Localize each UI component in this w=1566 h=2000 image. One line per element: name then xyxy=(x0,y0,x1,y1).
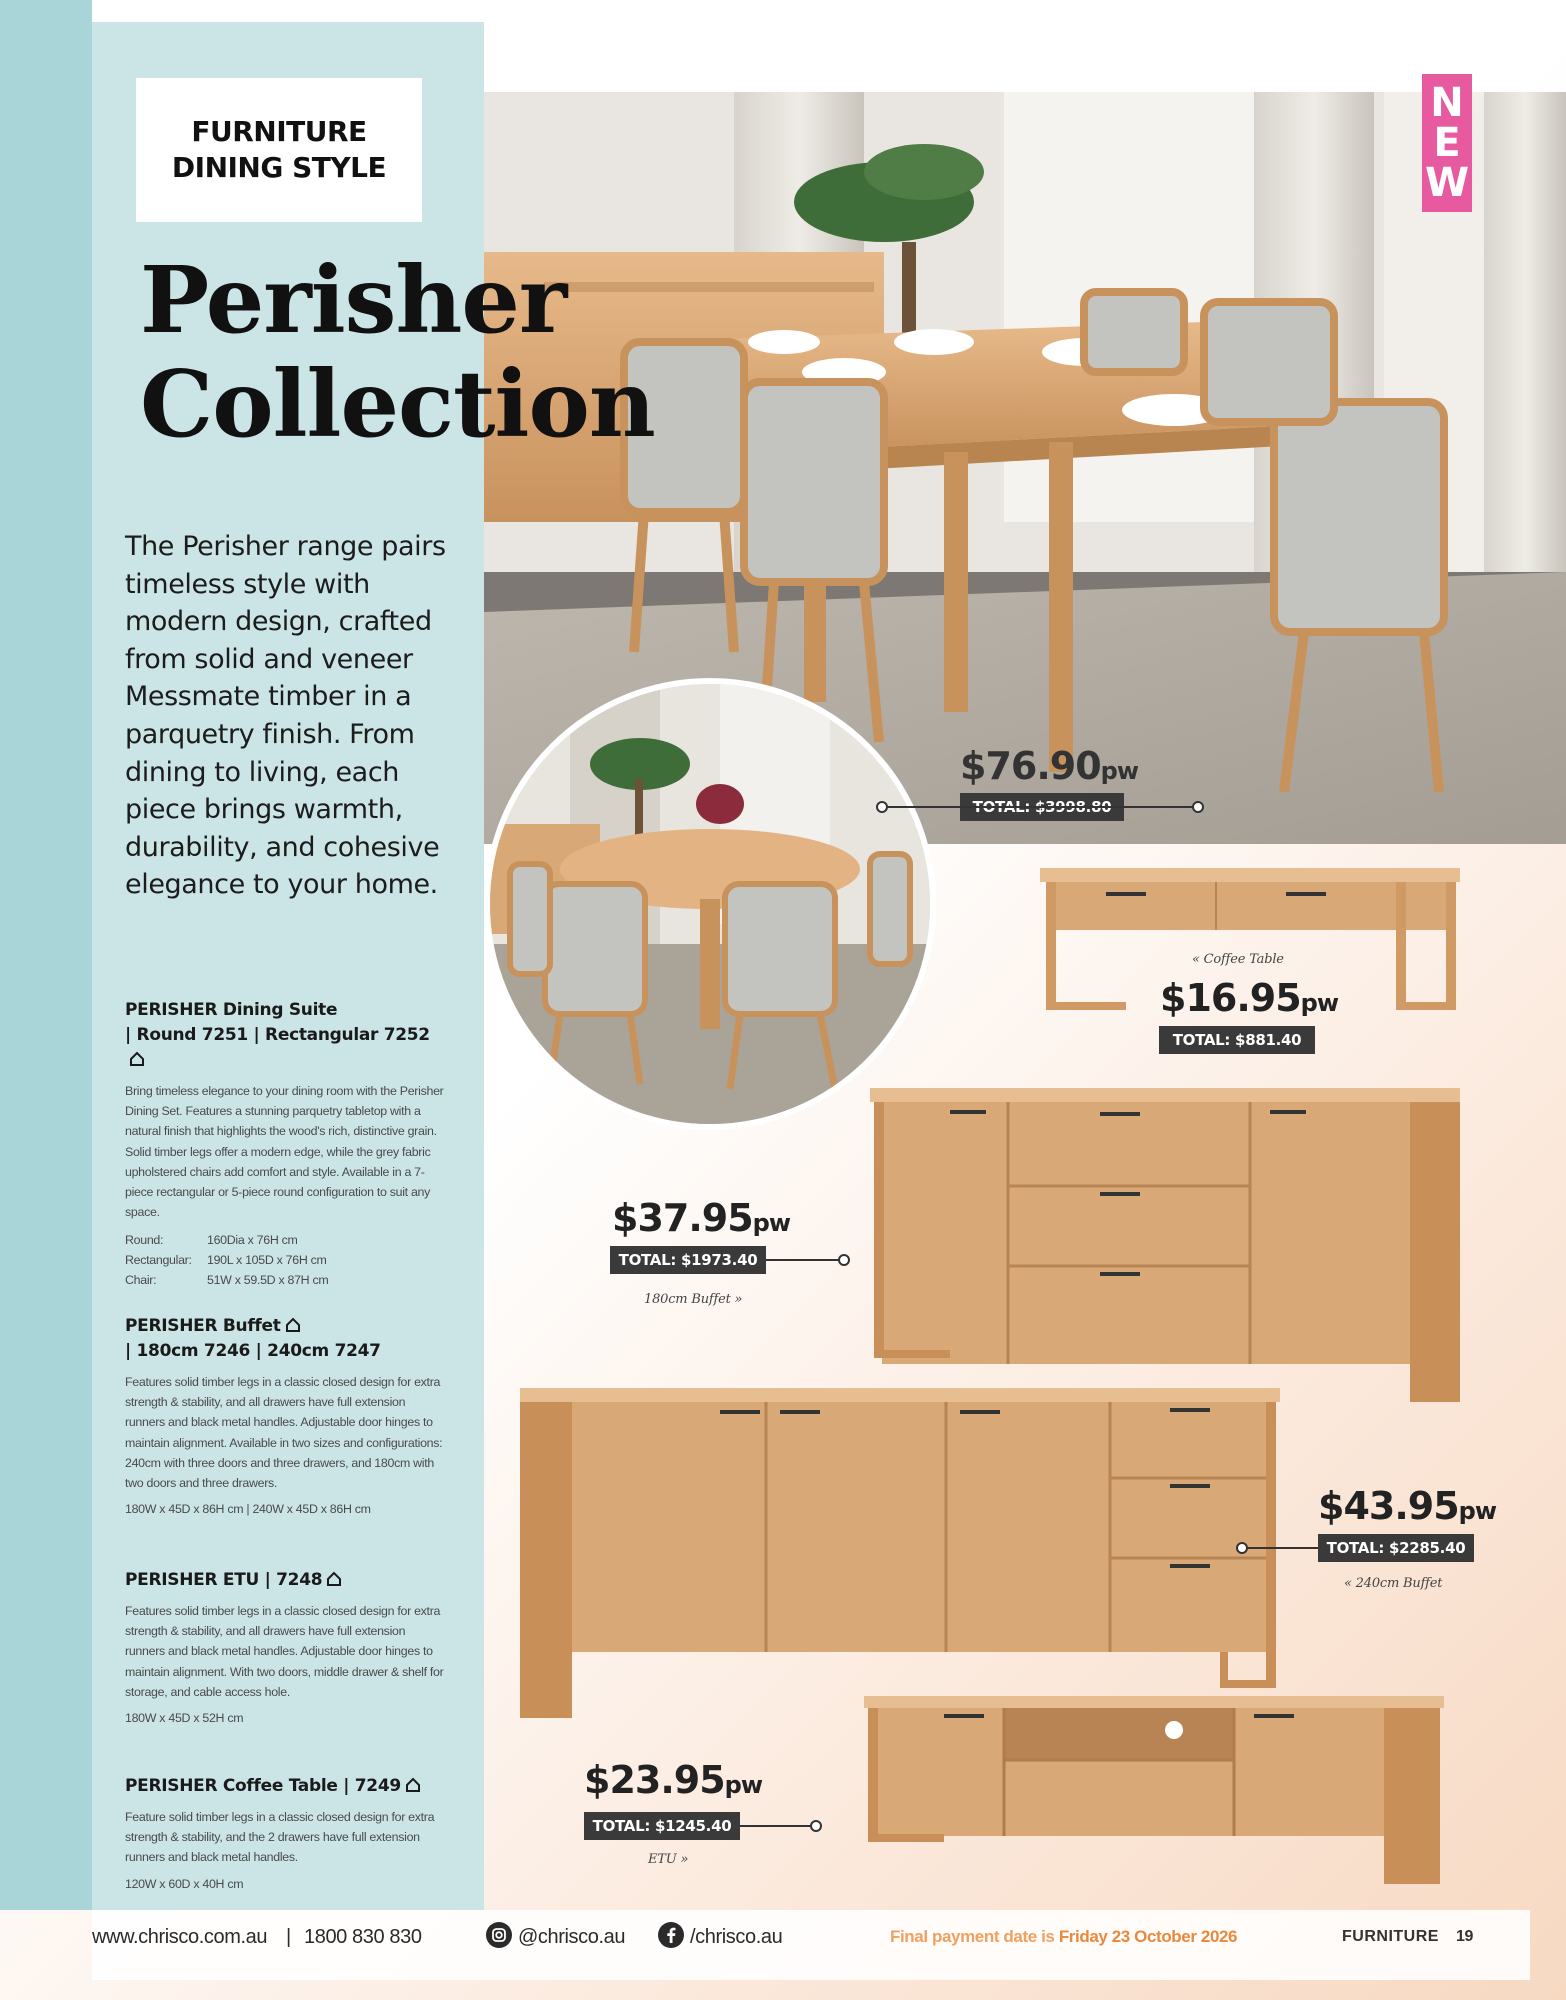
total-buffet-180: TOTAL: $1973.40 xyxy=(610,1246,766,1274)
total-dining: TOTAL: $3998.80 xyxy=(960,793,1124,821)
product-codes: | 180cm 7246 | 240cm 7247 xyxy=(125,1341,381,1361)
product-description: Feature solid timber legs in a classic closed design for extra strength & stability, and the 2 drawers have full extension runners and black metal handles. xyxy=(125,1810,435,1865)
instagram-icon[interactable] xyxy=(486,1922,512,1948)
product-dimensions: 180W x 45D x 86H cm | 240W x 45D x 86H cm xyxy=(125,1502,371,1517)
buffet-180-image xyxy=(870,1088,1464,1408)
home-delivery-icon xyxy=(326,1571,342,1587)
price-unit: pw xyxy=(724,1771,762,1799)
new-badge-letter-n: N xyxy=(1430,80,1464,126)
product-title xyxy=(125,1774,445,1799)
dimension-row xyxy=(125,1270,328,1290)
category-tag xyxy=(136,78,422,222)
footer-facebook-handle[interactable]: /chrisco.au xyxy=(690,1926,783,1948)
product-codes-text: | Round 7251 | Rectangular 7252 xyxy=(125,1025,430,1045)
price-amount: $76.90 xyxy=(960,744,1101,788)
footer-payment-date xyxy=(890,1922,1237,1952)
round-dining-photo xyxy=(484,678,936,1130)
footer-section-label: FURNITURE xyxy=(1342,1928,1439,1945)
price-unit: pw xyxy=(752,1209,790,1237)
page-title xyxy=(140,248,660,456)
etu-image xyxy=(864,1696,1448,1888)
footer-website-link[interactable]: www.chrisco.com.au xyxy=(92,1926,268,1948)
price-pointer-line xyxy=(1234,1538,1322,1558)
caption-buffet-240: « 240cm Buffet xyxy=(1344,1576,1443,1591)
category-tag-line1: FURNITURE xyxy=(191,115,367,148)
dimension-label: Round: xyxy=(125,1233,164,1248)
teal-side-bar xyxy=(0,0,92,1910)
price-buffet-180 xyxy=(612,1196,790,1240)
total-buffet-240: TOTAL: $2285.40 xyxy=(1318,1534,1474,1562)
product-dimensions: 120W x 60D x 40H cm xyxy=(125,1876,244,1891)
home-delivery-icon xyxy=(129,1051,145,1067)
payment-date: Friday 23 October 2026 xyxy=(1058,1927,1238,1946)
dimension-row xyxy=(125,1230,328,1250)
dimension-label: Rectangular: xyxy=(125,1253,192,1268)
product-title-text: PERISHER Coffee Table xyxy=(125,1776,338,1796)
price-amount: $23.95 xyxy=(584,1758,725,1802)
product-title-text: PERISHER Buffet xyxy=(125,1316,281,1336)
price-amount: $16.95 xyxy=(1160,976,1301,1020)
price-amount: $37.95 xyxy=(612,1196,753,1240)
product-codes-text: | 7248 xyxy=(264,1570,323,1590)
footer-instagram-handle[interactable]: @chrisco.au xyxy=(518,1926,626,1948)
product-description: Bring timeless elegance to your dining room with the Perisher Dining Set. Features a stunning parquetry tabletop with a natural finish that highlights the wood's rich, distinctive grain. Solid timber legs offer a modern edge, while the grey fabric upholstered chairs add comfort and style. Available in a 7-piece rectangular or 5-piece round configuration to suit any space. xyxy=(125,1084,444,1220)
intro-paragraph: The Perisher range pairs timeless style with modern design, crafted from solid and veneer Messmate timber in a parquetry finish. From dining to living, each piece brings warmth, durability, and cohesive elegance to your home. xyxy=(125,531,446,901)
page-title-line2: Collection xyxy=(140,350,655,458)
product-dimensions: 180W x 45D x 52H cm xyxy=(125,1711,244,1726)
dimension-value: 160Dia x 76H cm xyxy=(207,1233,298,1248)
new-badge-letter-w: W xyxy=(1424,160,1470,206)
dimension-label: Chair: xyxy=(125,1273,157,1288)
total-etu: TOTAL: $1245.40 xyxy=(584,1812,740,1840)
price-unit: pw xyxy=(1458,1497,1496,1525)
product-title-text: PERISHER ETU xyxy=(125,1570,259,1590)
price-unit: pw xyxy=(1300,989,1338,1017)
caption-etu: ETU » xyxy=(648,1852,689,1867)
facebook-icon[interactable] xyxy=(658,1922,684,1948)
total-coffee-table: TOTAL: $881.40 xyxy=(1159,1026,1315,1054)
new-badge xyxy=(1422,74,1472,212)
page-title-line1: Perisher xyxy=(140,246,567,354)
footer-separator: | xyxy=(286,1926,291,1948)
dimension-value: 51W x 59.5D x 87H cm xyxy=(207,1273,329,1288)
product-title xyxy=(125,1314,445,1339)
price-buffet-240 xyxy=(1318,1484,1496,1528)
price-etu xyxy=(584,1758,762,1802)
buffet-240-image xyxy=(520,1388,1280,1718)
product-coffee-table xyxy=(125,1774,445,1894)
category-tag-line2: DINING STYLE xyxy=(171,151,387,184)
product-title: PERISHER Dining Suite xyxy=(125,1000,338,1020)
payment-prefix: Final payment date is xyxy=(890,1927,1059,1946)
home-delivery-icon xyxy=(405,1777,421,1793)
home-delivery-icon xyxy=(285,1317,301,1333)
product-codes xyxy=(125,1023,445,1073)
product-description: Features solid timber legs in a classic closed design for extra strength & stability, and all drawers have full extension runners and black metal handles. Adjustable door hinges to maintain alignment. Available in two sizes and configurations: 240cm with three doors and three drawers, and 180cm with two doors and three drawers. xyxy=(125,1375,443,1491)
price-unit: pw xyxy=(1100,757,1138,785)
price-pointer-line xyxy=(874,797,1206,817)
price-pointer-line xyxy=(766,1250,852,1270)
product-codes-text: | 7249 xyxy=(343,1776,401,1796)
caption-coffee-table: « Coffee Table xyxy=(1192,952,1284,967)
round-dining-illustration xyxy=(490,684,930,1124)
price-coffee-table xyxy=(1160,976,1338,1020)
caption-buffet-180: 180cm Buffet » xyxy=(644,1292,743,1307)
price-dining xyxy=(960,744,1138,788)
new-badge-letter-e: E xyxy=(1433,120,1461,166)
product-description: Features solid timber legs in a classic closed design for extra strength & stability, and all drawers have full extension runners and black metal handles. Adjustable door hinges to maintain alignment. With two doors, middle drawer & shelf for storage, and cable access hole. xyxy=(125,1604,444,1699)
product-etu xyxy=(125,1568,445,1728)
product-dining-suite xyxy=(125,998,445,1290)
dimensions-table xyxy=(125,1230,328,1290)
price-amount: $43.95 xyxy=(1318,1484,1459,1528)
dimension-value: 190L x 105D x 76H cm xyxy=(207,1253,327,1268)
dimension-row xyxy=(125,1250,328,1270)
product-title xyxy=(125,1568,445,1593)
footer-phone[interactable]: 1800 830 830 xyxy=(304,1926,422,1948)
price-pointer-line xyxy=(740,1816,824,1836)
product-buffet xyxy=(125,1314,445,1519)
footer-page-number: 19 xyxy=(1456,1928,1473,1945)
